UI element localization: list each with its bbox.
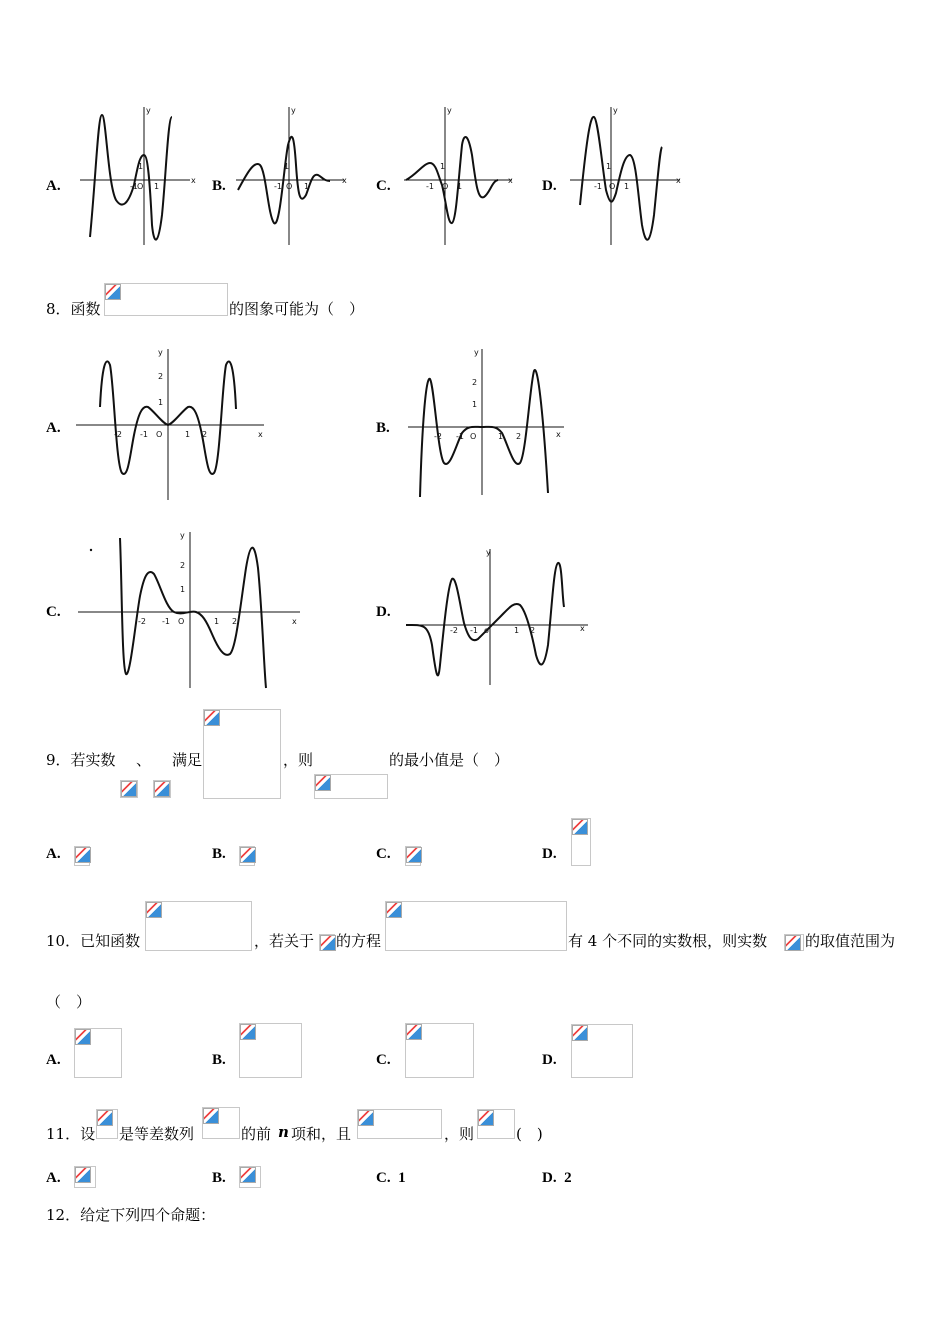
q7-graph-d <box>568 105 688 250</box>
q10-option-a-image <box>74 1028 122 1078</box>
svg-text:1: 1 <box>440 162 446 171</box>
q11-stem-f: ( ) <box>516 1125 543 1143</box>
svg-text:y: y <box>613 106 618 115</box>
svg-text:y: y <box>146 106 151 115</box>
q10-option-a-label: A. <box>46 1052 61 1068</box>
svg-text:1: 1 <box>514 626 520 635</box>
svg-text:-1: -1 <box>594 182 602 191</box>
svg-text:x: x <box>580 624 585 633</box>
q9-constraint-image <box>203 709 281 799</box>
svg-text:-1: -1 <box>130 182 138 191</box>
q11-condition-image <box>357 1109 442 1139</box>
svg-text:-1: -1 <box>470 626 478 635</box>
q10-option-d-image <box>571 1024 633 1078</box>
svg-text:2: 2 <box>202 430 208 439</box>
q11-option-b-label: B. <box>212 1170 226 1186</box>
q7-option-d-label: D. <box>542 178 557 194</box>
q9-stem-b: 、 <box>136 751 152 769</box>
q8-option-a-label: A. <box>46 420 61 436</box>
q11-stem-n: n <box>278 1123 289 1141</box>
q11-stem-a: 11．设 <box>46 1125 96 1143</box>
q10-stem-c: 的方程 <box>336 932 382 950</box>
q10-option-c-label: C. <box>376 1052 391 1068</box>
q11-ratio-image <box>477 1109 515 1139</box>
svg-text:y: y <box>486 548 491 557</box>
q10-option-d-label: D. <box>542 1052 557 1068</box>
svg-text:y: y <box>158 348 163 357</box>
svg-text:1: 1 <box>284 162 290 171</box>
svg-text:1: 1 <box>185 430 191 439</box>
svg-text:-2: -2 <box>114 430 122 439</box>
svg-text:x: x <box>676 176 681 185</box>
q8-formula-image <box>104 283 228 316</box>
q10-stem-b: ，若关于 <box>254 932 315 950</box>
q10-option-b-label: B. <box>212 1052 226 1068</box>
svg-text:-2: -2 <box>138 617 146 626</box>
svg-text:O: O <box>156 430 163 439</box>
q10-option-c-image <box>405 1023 474 1078</box>
svg-text:1: 1 <box>304 182 310 191</box>
svg-text:2: 2 <box>530 626 536 635</box>
q9-option-c-label: C. <box>376 846 391 862</box>
svg-text:O: O <box>178 617 185 626</box>
svg-text:x: x <box>342 176 347 185</box>
q11-an-image <box>202 1107 240 1139</box>
q7-graph-c <box>402 105 522 250</box>
svg-text:-1: -1 <box>426 182 434 191</box>
q8-graph-d <box>402 545 592 690</box>
svg-text:1: 1 <box>606 162 612 171</box>
svg-text:x: x <box>556 430 561 439</box>
svg-text:2: 2 <box>158 372 164 381</box>
svg-text:x: x <box>258 430 263 439</box>
svg-text:2: 2 <box>516 432 522 441</box>
q9-option-a-image <box>74 846 90 866</box>
svg-text:-1: -1 <box>162 617 170 626</box>
svg-text:O: O <box>470 432 477 441</box>
q10-answer-paren: （ ） <box>46 993 92 1011</box>
q11-option-d: D. 2 <box>542 1170 572 1186</box>
q8-graph-a <box>72 345 272 505</box>
q11-stem-c: 的前 <box>241 1125 272 1143</box>
q9-option-c-image <box>405 846 421 866</box>
svg-text:O: O <box>442 182 449 191</box>
svg-text:-1: -1 <box>274 182 282 191</box>
q9-option-d-label: D. <box>542 846 557 862</box>
svg-text:-2: -2 <box>434 432 442 441</box>
svg-text:2: 2 <box>232 617 238 626</box>
q10-var-x-image <box>319 934 335 951</box>
svg-text:1: 1 <box>457 182 463 191</box>
q12-stem: 12．给定下列四个命题： <box>46 1206 216 1224</box>
q9-var-x-image <box>120 780 138 798</box>
svg-text:O: O <box>286 182 293 191</box>
q8-option-b-label: B. <box>376 420 390 436</box>
svg-text:x: x <box>508 176 513 185</box>
q10-stem-d: 有 4 个不同的实数根，则实数 <box>568 932 768 950</box>
svg-text:1: 1 <box>472 400 478 409</box>
svg-text:2: 2 <box>180 561 186 570</box>
svg-text:y: y <box>474 348 479 357</box>
q8-stem-prefix: 8．函数 <box>46 300 101 318</box>
svg-text:1: 1 <box>158 398 164 407</box>
q9-stem-a: 9．若实数 <box>46 751 116 769</box>
q10-stem-e: 的取值范围为 <box>805 932 896 950</box>
q7-graph-a <box>78 105 198 250</box>
q10-option-b-image <box>239 1023 302 1078</box>
q8-stem-suffix: 的图象可能为（ ） <box>229 300 365 318</box>
q11-stem-d: 项和，且 <box>291 1125 352 1143</box>
svg-text:-1: -1 <box>140 430 148 439</box>
q9-stem-c: 满足 <box>172 751 203 769</box>
svg-text:1: 1 <box>180 585 186 594</box>
q11-stem-b: 是等差数列 <box>119 1125 195 1143</box>
svg-text:y: y <box>291 106 296 115</box>
q9-option-b-image <box>239 846 255 866</box>
q7-option-c-label: C. <box>376 178 391 194</box>
q9-stem-e: 的最小值是（ ） <box>389 751 510 769</box>
svg-text:-2: -2 <box>450 626 458 635</box>
q10-stem-a: 10．已知函数 <box>46 932 141 950</box>
svg-text:o: o <box>484 626 489 635</box>
q9-stem-d: ，则 <box>283 751 314 769</box>
q9-objective-image <box>314 774 388 799</box>
q10-var-m-image <box>784 934 804 951</box>
q11-option-a-label: A. <box>46 1170 61 1186</box>
q11-option-a-image <box>74 1166 96 1188</box>
svg-text:1: 1 <box>624 182 630 191</box>
svg-text:1: 1 <box>214 617 220 626</box>
q10-function-image <box>145 901 252 951</box>
svg-text:-1: -1 <box>456 432 464 441</box>
svg-text:1: 1 <box>138 162 144 171</box>
q8-option-d-label: D. <box>376 604 391 620</box>
svg-text:2: 2 <box>472 378 478 387</box>
q8-graph-b <box>404 345 574 505</box>
q7-option-b-label: B. <box>212 178 226 194</box>
svg-text:O: O <box>609 182 616 191</box>
q8-graph-c <box>74 528 304 693</box>
q11-stem-e: ，则 <box>444 1125 475 1143</box>
svg-text:1: 1 <box>154 182 160 191</box>
q9-option-b-label: B. <box>212 846 226 862</box>
svg-text:x: x <box>191 176 196 185</box>
q10-equation-image <box>385 901 567 951</box>
svg-text:1: 1 <box>498 432 504 441</box>
q11-sn-image <box>96 1109 118 1139</box>
q9-var-y-image <box>153 780 171 798</box>
q7-graph-b <box>234 105 354 250</box>
q9-option-d-image <box>571 818 591 866</box>
q8-option-c-label: C. <box>46 604 61 620</box>
svg-text:O: O <box>137 182 144 191</box>
q9-option-a-label: A. <box>46 846 61 862</box>
svg-text:y: y <box>180 531 185 540</box>
svg-text:y: y <box>447 106 452 115</box>
q7-option-a-label: A. <box>46 178 61 194</box>
q11-option-c: C. 1 <box>376 1170 406 1186</box>
q11-option-b-image <box>239 1166 261 1188</box>
svg-text:x: x <box>292 617 297 626</box>
